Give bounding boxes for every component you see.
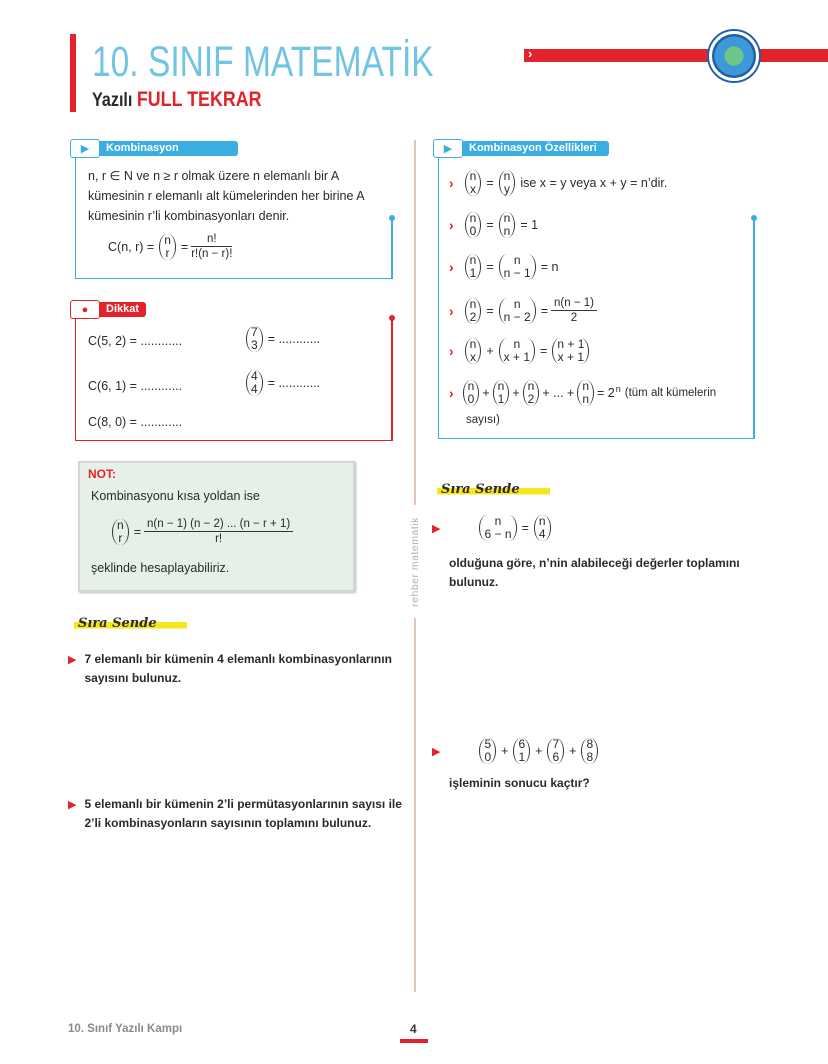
numerator: n! [191,232,232,247]
binom-top: n [469,169,477,183]
binomial [463,380,480,406]
page-subtitle [92,88,262,112]
binom-bottom: n [503,224,511,238]
binom-bottom: 0 [484,750,492,764]
dikkat-binom-item [244,326,320,352]
header-red-band [524,49,828,62]
binom-bottom: n − 2 [503,309,531,324]
binom-bottom: 0 [469,224,477,238]
binom-top: 8 [586,737,594,751]
rehber-matematik-logo [709,31,759,81]
question-4-formula: ▶ 5 0 + 6 1 + 7 6 + 8 8 [432,738,600,764]
binom-bottom: 2 [527,392,535,406]
binomial [499,338,535,364]
chevron-right-icon: › [449,175,454,191]
dikkat-item: C(6, 1) = ............ [88,379,183,393]
binom-bottom: 6 − n [484,527,512,541]
property-5: › n x + n x + 1 = n + 1 x + 1 [449,338,591,364]
box-right-line [391,318,393,441]
binom-bottom: 4 [251,382,258,396]
side-brand-text: rehber matematik [409,517,421,607]
kombinasyon-definition: n, r ∈ N ve n ≥ r olmak üzere n elemanlı bir A kümesinin r elemanlı alt kümelerinden her birine A kümesinin r’li kombinasyonları denir. [88,169,364,223]
binom-top: n [164,232,171,247]
property-text: = 2 [597,386,615,400]
ozellikler-box [438,150,754,439]
binom-bottom: 0 [467,392,475,406]
binomial [523,380,540,406]
binom-top: 7 [251,325,258,339]
binom-bottom: n − 1 [503,266,531,280]
page-title: 10. SINIF MATEMATİK [92,38,434,86]
subtitle-b: FULL TEKRAR [136,88,262,111]
binom-bottom: 6 [552,750,560,764]
binom-top: n [469,337,477,351]
formula-left: C(n, r) = [108,239,155,254]
binomial [465,338,482,364]
binom-top: n [497,379,505,393]
ozellikler-label: Kombinasyon Özellikleri [461,141,609,156]
binom-bottom: y [504,182,511,196]
binomial [465,212,482,238]
binomial [581,738,598,764]
triangle-bullet-icon: ▶ [68,799,77,811]
property-6: › n 0 + n 1 + n 2 + ... + n n = 2 $^n$ (tüm alt kümelerin [449,379,717,406]
chevron-right-icon: › [449,343,454,359]
kombinasyon-formula [76,226,392,261]
question-2 [68,795,403,833]
box-right-line [391,218,393,279]
page-number: 4 [410,1022,417,1036]
fraction [144,517,293,546]
dot [751,215,757,221]
not-text: Kombinasyonu kısa yoldan ise [91,489,260,503]
binomial [465,298,482,324]
equals: = [180,239,189,254]
fraction [191,232,232,261]
sira-sende-label: Sıra Sende [437,482,550,497]
question-1 [68,650,398,688]
binomial [513,738,530,764]
binom-top: n [117,517,124,532]
binomial [246,326,263,352]
property-text: = 1 [520,218,539,232]
not-text: şeklinde hesaplayabiliriz. [91,561,230,575]
binom-top: n [469,253,477,267]
denominator: r!(n − r)! [191,248,233,260]
binom-top: n [513,253,521,267]
dikkat-binom-item [244,370,320,396]
dikkat-item: C(5, 2) = ............ [88,334,183,348]
binom-bottom: 1 [518,750,526,764]
binomial [493,380,510,406]
binom-top: n [527,379,535,393]
chevron-right-icon: › [449,217,454,233]
column-divider [414,140,416,505]
not-formula [110,517,293,546]
binom-bottom: r [165,245,170,260]
numerator: n(n − 1) [551,296,597,311]
binom-top: n [469,211,477,225]
dikkat-label: Dikkat [98,302,146,317]
binomial [479,738,496,764]
play-icon: ▶ [433,139,463,158]
triangle-bullet-icon: ▶ [432,745,441,758]
binom-top: n [469,296,477,311]
binom-bottom: x [470,350,477,364]
footer-title: 10. Sınıf Yazılı Kampı [68,1023,183,1035]
binom-bottom: 1 [469,266,477,280]
binomial [547,738,564,764]
binom-bottom: 8 [586,750,594,764]
binom-top: 7 [552,737,560,751]
chevron-right-icon: › [449,385,454,401]
binomial [112,519,129,545]
binom-top: n [513,296,521,311]
blank: = ............ [267,332,321,346]
triangle-bullet-icon: ▶ [432,522,441,535]
denominator: r! [215,533,223,545]
subtitle-a: Yazılı [92,90,133,111]
not-label: NOT: [88,467,116,481]
binomial [577,380,594,406]
dikkat-item: C(8, 0) = ............ [88,415,183,429]
question-text: işleminin sonucu kaçtır? [449,776,590,790]
binom-top: n [582,379,590,393]
binom-top: 6 [518,737,526,751]
exponent: n [615,384,621,394]
binomial [465,254,482,280]
question-3-formula: ▶ n 6 − n = n 4 [432,515,553,541]
binom-bottom: x + 1 [503,350,531,364]
numerator: n(n − 1) (n − 2) ... (n − r + 1) [144,517,293,532]
binomial [159,234,176,260]
binomial [552,338,589,364]
binom-bottom: 4 [538,527,546,541]
kombinasyon-label: Kombinasyon [98,141,238,156]
binom-top: n + 1 [557,337,585,351]
blank: = ............ [267,376,321,390]
binom-bottom: 3 [251,338,258,352]
equals: = [133,524,141,539]
binom-bottom: n [582,392,590,406]
binomial [465,170,482,196]
dot [389,315,395,321]
binom-bottom: 1 [497,392,505,406]
dot [389,215,395,221]
not-box [78,461,355,592]
binom-bottom: 2 [469,309,477,324]
question-text: olduğuna göre, n’nin alabileceği değerler toplamını bulunuz. [449,556,740,589]
property-3: › n 1 = n n − 1 = n [449,253,559,280]
binom-bottom: r [118,530,123,545]
binom-top: n [538,514,546,528]
header-accent-bar [70,34,76,112]
play-icon: ▶ [70,139,100,158]
kombinasyon-box [75,150,392,279]
binomial [479,515,516,541]
binom-top: n [503,211,511,225]
binom-top: 4 [251,369,258,383]
property-1: › n x = n y ise x = y veya x + y = n’dir. [449,169,668,196]
binom-top: n [503,169,511,183]
sira-sende-label: Sıra Sende [74,616,187,631]
binomial [499,298,536,324]
property-text: = n [540,260,559,274]
property-text: ise x = y veya x + y = n’dir. [520,176,668,190]
box-right-line [753,218,755,439]
binomial [534,515,551,541]
binom-bottom: x + 1 [557,350,585,364]
chevron-icon: › [528,46,533,61]
binom-top: n [513,337,521,351]
alarm-bell-icon: ● [70,300,100,319]
chevron-right-icon: › [449,302,454,319]
fraction [551,296,597,325]
property-text: (tüm alt kümelerin [624,387,717,399]
property-4: › n 2 = n n − 2 = $\frac{n(n - 1)}{2}$ [449,296,597,325]
ellipsis: + ... + [542,386,575,400]
binom-bottom: x [470,182,477,196]
denominator: 2 [570,312,578,324]
binomial [499,254,536,280]
binom-top: n [467,379,475,393]
binomial [499,212,516,238]
page-number-underline [400,1039,428,1043]
question-text: 7 elemanlı bir kümenin 4 elemanlı kombinasyonlarının sayısını bulunuz. [84,652,392,685]
binomial [246,370,263,396]
triangle-bullet-icon: ▶ [68,654,77,666]
property-2: › n 0 = n n = 1 [449,211,539,238]
binom-top: n [494,514,502,528]
dikkat-box [75,311,392,441]
property-text: sayısı) [466,414,500,426]
chevron-right-icon: › [449,259,454,275]
column-divider [414,618,416,992]
question-text: 5 elemanlı bir kümenin 2’li permütasyonlarının sayısı ile 2’li kombinasyonların sayısının toplamını bulunuz. [84,797,402,830]
binom-top: 5 [484,737,492,751]
binomial [499,170,516,196]
